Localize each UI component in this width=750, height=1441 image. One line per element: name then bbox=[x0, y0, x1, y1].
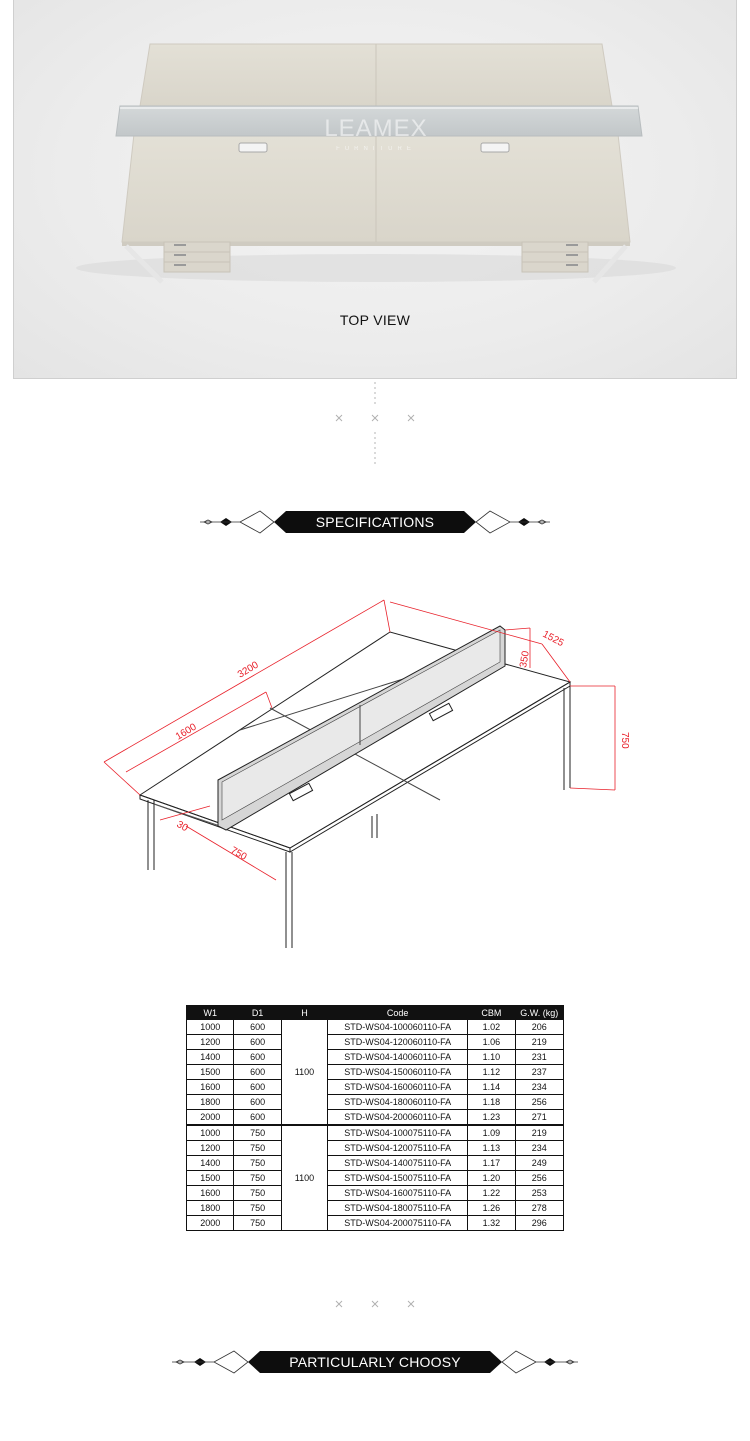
dim-30: 30 bbox=[174, 819, 190, 835]
cell-d1: 750 bbox=[234, 1171, 281, 1186]
cell-gw: 253 bbox=[515, 1186, 563, 1201]
col-gw: G.W. (kg) bbox=[515, 1006, 563, 1020]
cell-code: STD-WS04-140075110-FA bbox=[328, 1156, 468, 1171]
table-row bbox=[187, 1020, 564, 1035]
cell-gw: 256 bbox=[515, 1171, 563, 1186]
cell-w1: 1500 bbox=[187, 1171, 234, 1186]
cell-cbm: 1.17 bbox=[468, 1156, 515, 1171]
cell-gw: 206 bbox=[515, 1020, 563, 1035]
cell-gw: 296 bbox=[515, 1216, 563, 1231]
col-code: Code bbox=[328, 1006, 468, 1020]
cell-d1: 750 bbox=[234, 1141, 281, 1156]
cell-w1: 1500 bbox=[187, 1065, 234, 1080]
cell-cbm: 1.22 bbox=[468, 1186, 515, 1201]
specifications-banner bbox=[200, 508, 550, 536]
cell-cbm: 1.02 bbox=[468, 1020, 515, 1035]
cell-cbm: 1.23 bbox=[468, 1110, 515, 1126]
brand-watermark: LEAMEX bbox=[324, 115, 428, 142]
brand-watermark-subtitle: FURNITURE bbox=[336, 146, 416, 152]
particularly-choosy-banner bbox=[172, 1348, 578, 1376]
cell-d1: 750 bbox=[234, 1201, 281, 1216]
col-h: H bbox=[281, 1006, 327, 1020]
col-w1: W1 bbox=[187, 1006, 234, 1020]
cell-w1: 2000 bbox=[187, 1216, 234, 1231]
cell-cbm: 1.18 bbox=[468, 1095, 515, 1110]
cell-w1: 1800 bbox=[187, 1095, 234, 1110]
cell-w1: 1200 bbox=[187, 1141, 234, 1156]
table-row bbox=[187, 1156, 564, 1171]
table-row bbox=[187, 1095, 564, 1110]
cell-code: STD-WS04-180060110-FA bbox=[328, 1095, 468, 1110]
table-row bbox=[187, 1186, 564, 1201]
table-row bbox=[187, 1216, 564, 1231]
cell-d1: 750 bbox=[234, 1125, 281, 1141]
cell-code: STD-WS04-160075110-FA bbox=[328, 1186, 468, 1201]
cell-code: STD-WS04-200060110-FA bbox=[328, 1110, 468, 1126]
dim-1525: 1525 bbox=[540, 628, 566, 650]
cell-code: STD-WS04-100060110-FA bbox=[328, 1020, 468, 1035]
cell-cbm: 1.13 bbox=[468, 1141, 515, 1156]
cell-gw: 231 bbox=[515, 1050, 563, 1065]
cell-code: STD-WS04-100075110-FA bbox=[328, 1125, 468, 1141]
cell-w1: 2000 bbox=[187, 1110, 234, 1126]
table-row bbox=[187, 1171, 564, 1186]
cell-w1: 1200 bbox=[187, 1035, 234, 1050]
cell-cbm: 1.06 bbox=[468, 1035, 515, 1050]
cell-gw: 234 bbox=[515, 1080, 563, 1095]
cell-d1: 600 bbox=[234, 1065, 281, 1080]
table-header-row bbox=[187, 1006, 564, 1020]
section-divider-bottom bbox=[330, 1294, 420, 1314]
dim-350: 350 bbox=[518, 650, 532, 669]
cell-gw: 237 bbox=[515, 1065, 563, 1080]
cell-gw: 278 bbox=[515, 1201, 563, 1216]
cell-d1: 600 bbox=[234, 1050, 281, 1065]
cell-d1: 600 bbox=[234, 1095, 281, 1110]
col-cbm: CBM bbox=[468, 1006, 515, 1020]
cell-d1: 750 bbox=[234, 1156, 281, 1171]
cell-cbm: 1.10 bbox=[468, 1050, 515, 1065]
cell-cbm: 1.12 bbox=[468, 1065, 515, 1080]
cell-code: STD-WS04-140060110-FA bbox=[328, 1050, 468, 1065]
specification-table bbox=[186, 1005, 564, 1231]
cell-h: 1100 bbox=[281, 1020, 327, 1126]
cell-d1: 750 bbox=[234, 1186, 281, 1201]
cell-gw: 219 bbox=[515, 1035, 563, 1050]
cell-w1: 1600 bbox=[187, 1186, 234, 1201]
cell-d1: 600 bbox=[234, 1035, 281, 1050]
col-d1: D1 bbox=[234, 1006, 281, 1020]
dim-1600: 1600 bbox=[173, 721, 199, 743]
cell-cbm: 1.32 bbox=[468, 1216, 515, 1231]
cell-code: STD-WS04-200075110-FA bbox=[328, 1216, 468, 1231]
cell-code: STD-WS04-150060110-FA bbox=[328, 1065, 468, 1080]
cell-d1: 750 bbox=[234, 1216, 281, 1231]
cell-cbm: 1.14 bbox=[468, 1080, 515, 1095]
table-row bbox=[187, 1065, 564, 1080]
cell-code: STD-WS04-120060110-FA bbox=[328, 1035, 468, 1050]
table-row bbox=[187, 1080, 564, 1095]
table-row bbox=[187, 1201, 564, 1216]
cell-gw: 219 bbox=[515, 1125, 563, 1141]
section-divider-top bbox=[330, 382, 420, 468]
table-row bbox=[187, 1035, 564, 1050]
cell-d1: 600 bbox=[234, 1110, 281, 1126]
cell-cbm: 1.20 bbox=[468, 1171, 515, 1186]
dim-3200: 3200 bbox=[235, 659, 261, 681]
cell-gw: 249 bbox=[515, 1156, 563, 1171]
cell-w1: 1000 bbox=[187, 1125, 234, 1141]
cell-h: 1100 bbox=[281, 1125, 327, 1231]
workstation-dimension-drawing bbox=[90, 590, 650, 960]
top-view-panel bbox=[13, 0, 737, 379]
cell-w1: 1000 bbox=[187, 1020, 234, 1035]
top-view-label: TOP VIEW bbox=[339, 312, 411, 328]
cell-code: STD-WS04-150075110-FA bbox=[328, 1171, 468, 1186]
cell-gw: 256 bbox=[515, 1095, 563, 1110]
cell-code: STD-WS04-180075110-FA bbox=[328, 1201, 468, 1216]
table-row bbox=[187, 1110, 564, 1126]
cell-gw: 271 bbox=[515, 1110, 563, 1126]
cell-w1: 1400 bbox=[187, 1156, 234, 1171]
cell-code: STD-WS04-120075110-FA bbox=[328, 1141, 468, 1156]
table-row bbox=[187, 1125, 564, 1141]
cell-d1: 600 bbox=[234, 1020, 281, 1035]
cell-w1: 1600 bbox=[187, 1080, 234, 1095]
particularly-choosy-title: PARTICULARLY CHOOSY bbox=[289, 1354, 461, 1370]
dim-750-height: 750 bbox=[619, 732, 630, 749]
table-row bbox=[187, 1050, 564, 1065]
cell-d1: 600 bbox=[234, 1080, 281, 1095]
cell-cbm: 1.09 bbox=[468, 1125, 515, 1141]
table-row bbox=[187, 1141, 564, 1156]
cell-w1: 1800 bbox=[187, 1201, 234, 1216]
cell-w1: 1400 bbox=[187, 1050, 234, 1065]
specifications-title: SPECIFICATIONS bbox=[315, 514, 435, 530]
cell-gw: 234 bbox=[515, 1141, 563, 1156]
dim-750-depth: 750 bbox=[228, 845, 249, 863]
cell-code: STD-WS04-160060110-FA bbox=[328, 1080, 468, 1095]
cell-cbm: 1.26 bbox=[468, 1201, 515, 1216]
